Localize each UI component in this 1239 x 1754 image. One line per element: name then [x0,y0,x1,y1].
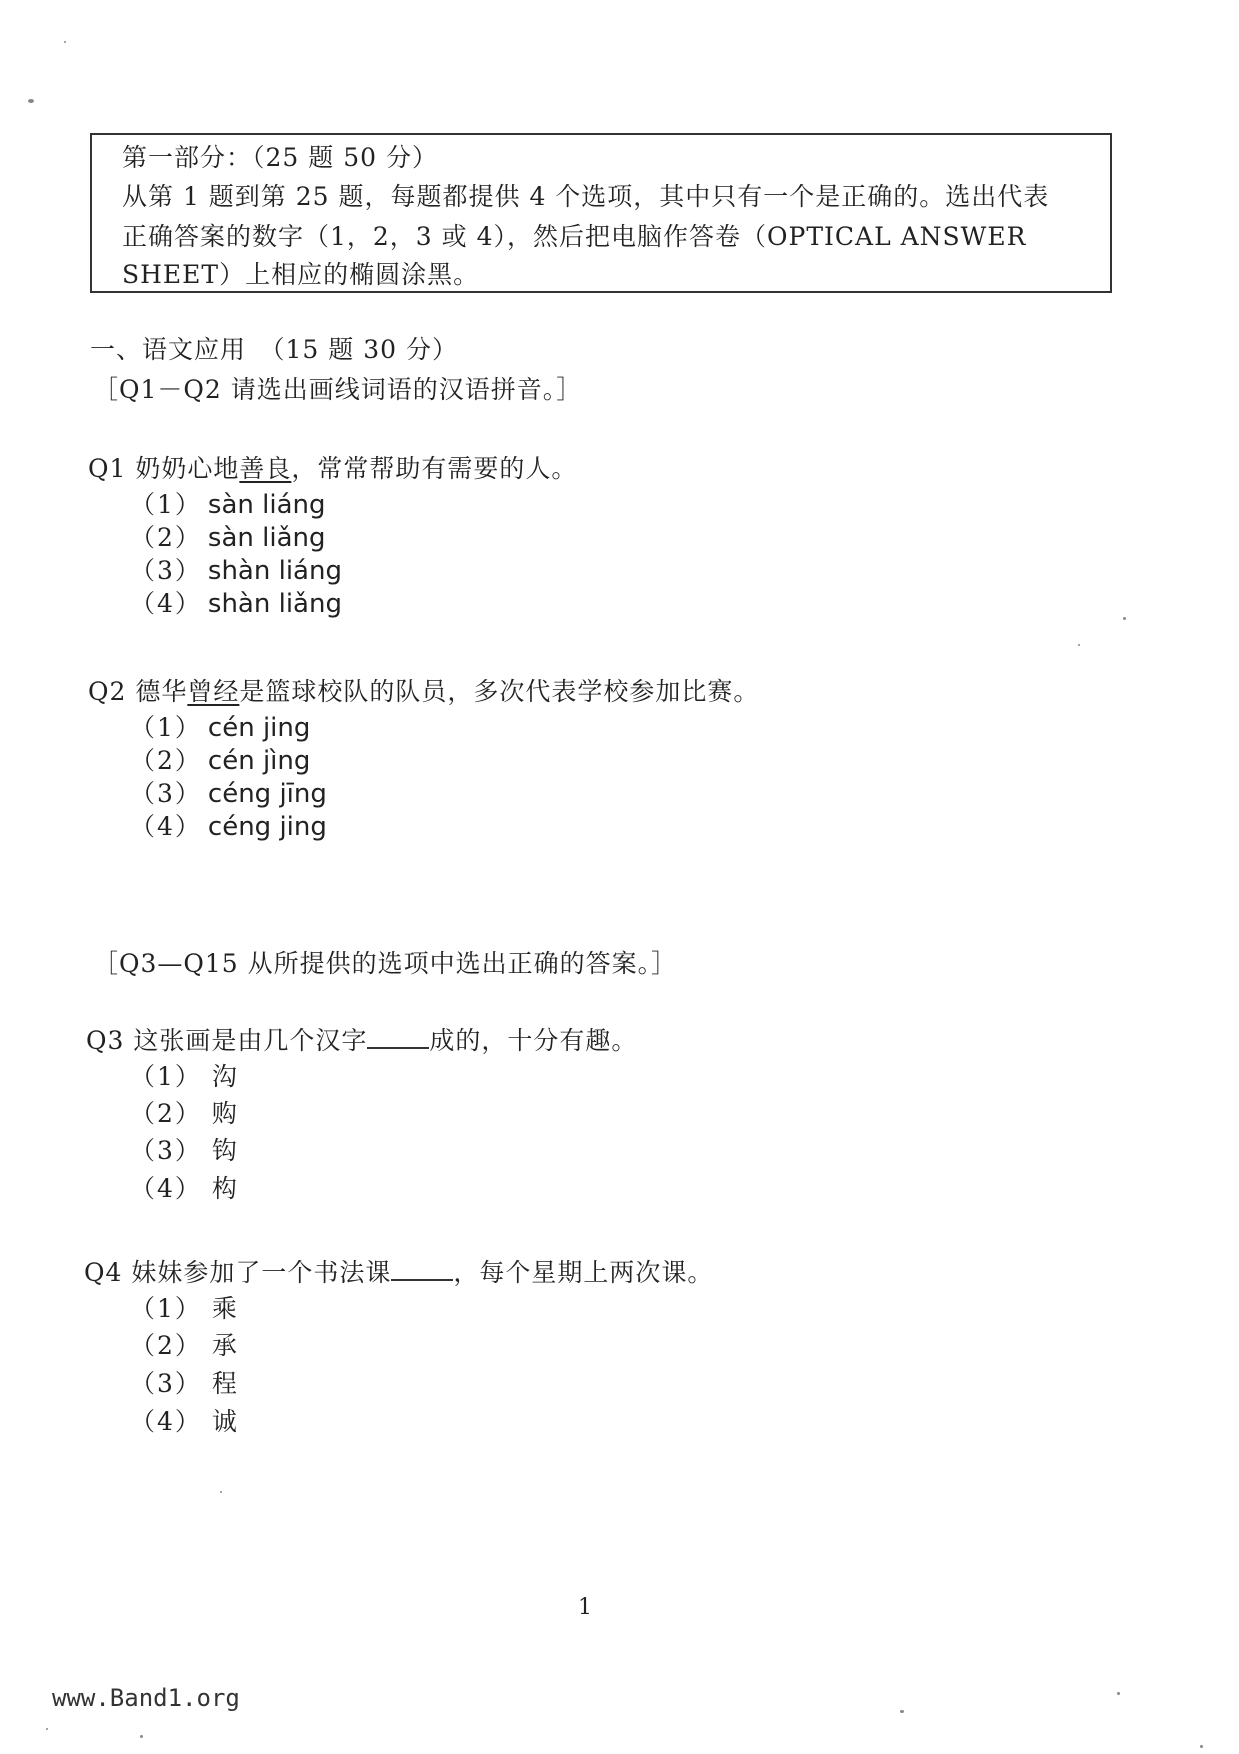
question-2-prefix: Q2 德华 [88,677,188,706]
question-1-underlined-word: 善良 [239,454,292,483]
question-2-stem [88,672,759,708]
question-3-option-4 [130,1169,237,1205]
question-3-stem [86,1021,637,1057]
scan-speck [220,1491,222,1493]
section-instruction-q3-q15: ［Q3—Q15 从所提供的选项中选出正确的答案。］ [93,949,678,978]
question-1-option-4 [130,584,342,620]
question-1-stem [88,449,577,485]
option-text: sàn liáng [207,490,326,520]
scan-speck [140,1735,143,1738]
option-number: （4） [130,1407,202,1436]
option-text: 钩 [211,1136,237,1165]
question-1-option-1 [130,485,326,521]
option-text: 沟 [211,1062,237,1091]
option-text: shàn liǎng [207,589,342,619]
option-number: （2） [130,746,202,775]
option-text: 购 [211,1099,237,1128]
question-3-option-3 [130,1131,237,1167]
option-text: cén jing [207,713,311,743]
part-instruction-line-3: SHEET）上相应的椭圆涂黑。 [122,260,480,289]
scan-speck [46,1728,48,1730]
scan-speck [1123,617,1126,620]
option-number: （1） [130,713,202,742]
question-1-suffix: ，常常帮助有需要的人。 [291,454,578,483]
question-2-option-3 [130,774,327,810]
option-text: 诚 [211,1407,237,1436]
part-instruction-line-2: 正确答案的数字（1，2，3 或 4），然后把电脑作答卷（OPTICAL ANSWER [122,222,1027,251]
question-1-prefix: Q1 奶奶心地 [88,454,240,483]
option-number: （4） [130,589,202,618]
option-text: céng jing [207,812,327,842]
question-4-option-1 [130,1289,237,1325]
question-4-option-2 [130,1326,237,1362]
question-4-option-4 [130,1402,237,1438]
section-instruction-q1-q2: ［Q1－Q2 请选出画线词语的汉语拼音。］ [93,375,583,404]
page-number: 1 [578,1595,592,1620]
section-title: 一、语文应用 （15 题 30 分） [90,335,458,364]
question-3-prefix: Q3 这张画是由几个汉字 [86,1026,368,1055]
question-3-blank [367,1027,429,1049]
scan-speck [64,41,66,43]
question-2-suffix: 是篮球校队的队员，多次代表学校参加比赛。 [239,677,760,706]
option-number: （2） [130,523,202,552]
option-number: （2） [130,1099,202,1128]
website-footer: www.Band1.org [52,1684,240,1712]
option-number: （4） [130,1174,202,1203]
question-3-suffix: 成的，十分有趣。 [429,1026,638,1055]
option-number: （1） [130,1294,202,1323]
scan-speck [1078,644,1080,646]
question-4-option-3 [130,1364,237,1400]
option-text: céng jīng [207,779,327,809]
question-3-option-1 [130,1057,237,1093]
question-2-option-4 [130,807,327,843]
question-4-suffix: ，每个星期上两次课。 [453,1258,714,1287]
question-4-blank [391,1259,453,1281]
option-number: （3） [130,779,202,808]
option-text: 乘 [211,1294,237,1323]
part-title: 第一部分：（25 题 50 分） [122,143,438,172]
option-number: （3） [130,1369,202,1398]
option-text: shàn liáng [207,556,342,586]
option-text: cén jìng [207,746,311,776]
option-text: 承 [211,1331,237,1360]
scan-speck [1117,1692,1120,1695]
option-number: （2） [130,1331,202,1360]
question-1-option-3 [130,551,342,587]
question-2-underlined-word: 曾经 [187,677,240,706]
scan-speck [1200,1745,1203,1748]
option-text: 构 [211,1174,237,1203]
option-number: （1） [130,1062,202,1091]
option-number: （4） [130,812,202,841]
scan-speck [900,1710,904,1713]
option-number: （1） [130,490,202,519]
scan-speck [28,99,34,103]
option-text: 程 [211,1369,237,1398]
option-number: （3） [130,556,202,585]
question-4-stem [84,1253,713,1289]
part-instruction-line-1: 从第 1 题到第 25 题，每题都提供 4 个选项，其中只有一个是正确的。选出代表 [122,182,1050,211]
question-4-prefix: Q4 妹妹参加了一个书法课 [84,1258,392,1287]
option-text: sàn liǎng [207,523,326,553]
question-1-option-2 [130,518,326,554]
question-2-option-1 [130,708,310,744]
option-number: （3） [130,1136,202,1165]
question-3-option-2 [130,1094,237,1130]
question-2-option-2 [130,741,310,777]
